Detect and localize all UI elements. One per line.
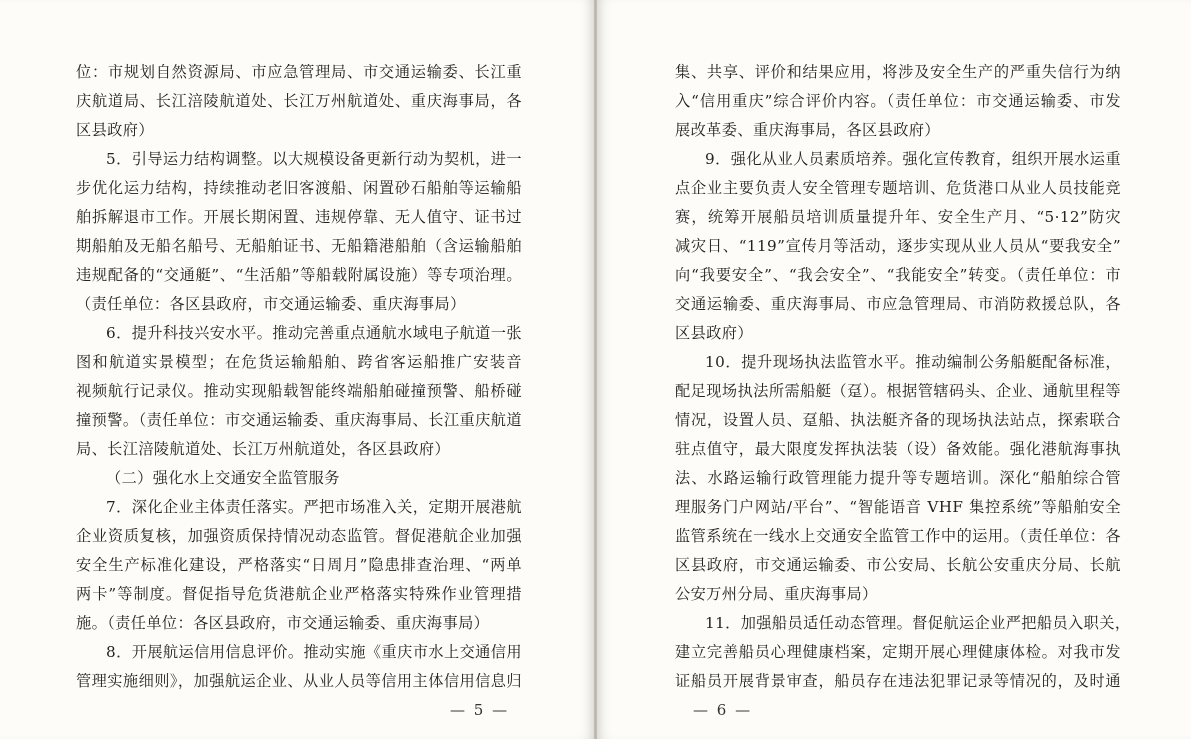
text-line: 区县政府） [675, 324, 753, 342]
text-line: （责任单位：各区县政府，市交通运输委、重庆海事局） [76, 295, 466, 313]
text-line: 8．开展航运信用信息评价。推动实施《重庆市水上交通信用 [106, 643, 522, 661]
text-line: 9．强化从业人员素质培养。强化宣传教育，组织开展水运重 [705, 150, 1121, 168]
text-line: 向“我要安全”、“我会安全”、“我能安全”转变。（责任单位：市 [675, 266, 1121, 284]
text-line: 入“信用重庆”综合评价内容。（责任单位：市交通运输委、市发 [675, 92, 1121, 110]
text-line: 区县政府） [76, 121, 154, 139]
text-line: 视频航行记录仪。推动实现船载智能终端船舶碰撞预警、船桥碰 [76, 382, 522, 400]
text-line: 公安万州分局、重庆海事局） [675, 585, 878, 603]
text-line: 局、长江涪陵航道处、长江万州航道处，各区县政府） [76, 440, 451, 458]
page-number: — 5 — [450, 701, 510, 719]
text-line: 位：市规划自然资源局、市应急管理局、市交通运输委、长江重 [76, 63, 522, 81]
text-line: 交通运输委、重庆海事局、市应急管理局、市消防救援总队，各 [675, 295, 1121, 313]
text-line: 区县政府，市交通运输委、市公安局、长航公安重庆分局、长航 [675, 556, 1121, 574]
text-line: 减灾日、“119”宣传月等活动，逐步实现从业人员从“要我安全” [675, 237, 1121, 255]
text-line: 期船舶及无船名船号、无船舶证书、无船籍港船舶（含运输船舶 [76, 237, 522, 255]
text-line: 10．提升现场执法监管水平。推动编制公务船艇配备标准， [705, 353, 1121, 371]
page-number: — 6 — [693, 701, 753, 719]
text-line: 11．加强船员适任动态管理。督促航运企业严把船员入职关， [705, 614, 1131, 632]
section-heading: （二）强化水上交通安全监管服务 [106, 469, 340, 487]
text-line: 图和航道实景模型；在危货运输船舶、跨省客运船推广安装音 [76, 353, 522, 371]
text-line: 撞预警。（责任单位：市交通运输委、重庆海事局、长江重庆航道 [76, 411, 522, 429]
text-line: 证船员开展背景审查，船员存在违法犯罪记录等情况的，及时通 [675, 672, 1121, 690]
text-line: 理服务门户网站/平台”、“智能语音 VHF 集控系统”等船舶安全 [675, 498, 1121, 516]
text-line: 展改革委、重庆海事局，各区县政府） [675, 121, 940, 139]
text-line: 步优化运力结构，持续推动老旧客渡船、闲置砂石船舶等运输船 [76, 179, 522, 197]
text-line: 建立完善船员心理健康档案，定期开展心理健康体检。对我市发 [675, 643, 1121, 661]
text-line: 两卡”等制度。督促指导危货港航企业严格落实特殊作业管理措 [76, 585, 522, 603]
text-line: 情况，设置人员、趸船、执法艇齐备的现场执法站点，探索联合 [675, 411, 1121, 429]
text-line: 赛，统筹开展船员培训质量提升年、安全生产月、“5·12”防灾 [675, 208, 1121, 226]
text-line: 点企业主要负责人安全管理专题培训、危货港口从业人员技能竞 [675, 179, 1121, 197]
right-page [597, 0, 1191, 739]
text-line: 法、水路运输行政管理能力提升等专题培训。深化“船舶综合管 [675, 469, 1121, 487]
text-line: 6．提升科技兴安水平。推动完善重点通航水域电子航道一张 [106, 324, 522, 342]
text-line: 配足现场执法所需船艇（趸）。根据管辖码头、企业、通航里程等 [675, 382, 1121, 400]
left-page-body [76, 58, 522, 696]
text-line: 施。（责任单位：各区县政府，市交通运输委、重庆海事局） [76, 614, 490, 632]
text-line: 企业资质复核，加强资质保持情况动态监管。督促港航企业加强 [76, 527, 522, 545]
text-line: 监管系统在一线水上交通安全监管工作中的运用。（责任单位：各 [675, 527, 1121, 545]
text-line: 舶拆解退市工作。开展长期闲置、违规停靠、无人值守、证书过 [76, 208, 522, 226]
text-line: 驻点值守，最大限度发挥执法装（设）备效能。强化港航海事执 [675, 440, 1121, 458]
text-line: 7．深化企业主体责任落实。严把市场准入关，定期开展港航 [106, 498, 522, 516]
right-page-body [675, 58, 1131, 696]
text-line: 安全生产标准化建设，严格落实“日周月”隐患排查治理、“两单 [76, 556, 522, 574]
text-line: 庆航道局、长江涪陵航道处、长江万州航道处、重庆海事局，各 [76, 92, 522, 110]
text-line: 违规配备的“交通艇”、“生活船”等船载附属设施）等专项治理。 [76, 266, 522, 284]
text-line: 5．引导运力结构调整。以大规模设备更新行动为契机，进一 [106, 150, 522, 168]
text-line: 集、共享、评价和结果应用，将涉及安全生产的严重失信行为纳 [675, 63, 1121, 81]
left-page [0, 0, 594, 739]
text-line: 管理实施细则》，加强航运企业、从业人员等信用主体信用信息归 [76, 672, 522, 690]
